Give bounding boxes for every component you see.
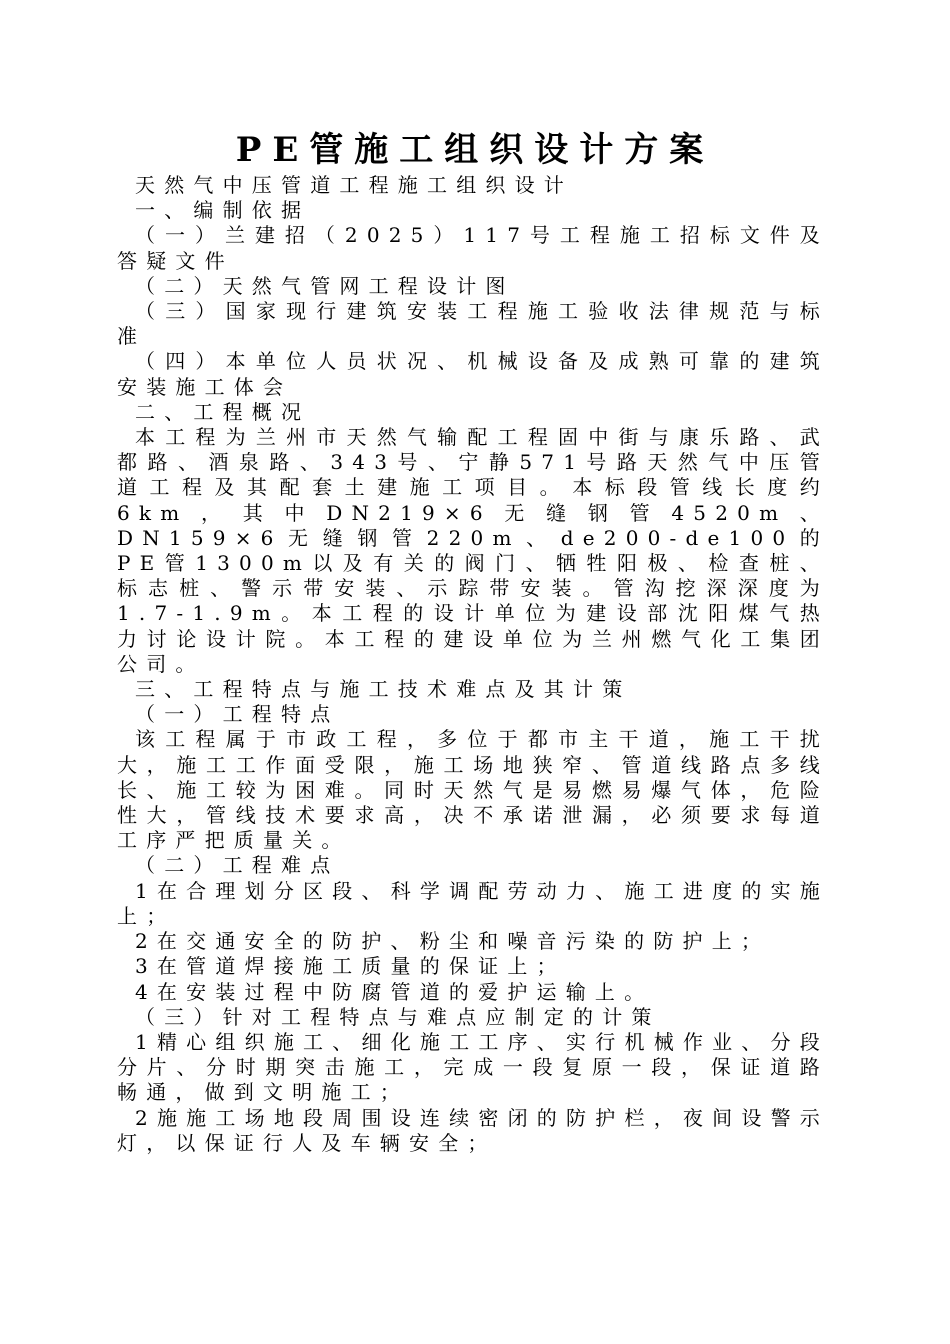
paragraph: 天然气中压管道工程施工组织设计 [135,173,573,197]
paragraph: （二）天然气管网工程设计图 [135,273,515,298]
paragraph: 1精心组织施工、细化施工工序、实行机械作业、分段分片、分时期突击施工，完成一段复原一段，保证道路畅通，做到文明施工； [117,1029,829,1105]
paragraph: 2在交通安全的防护、粉尘和噪音污染的防护上； [135,929,771,954]
paragraph: 本工程为兰州市天然气输配工程固中街与康乐路、武都路、酒泉路、343号、宁静571号路天然气中压管道工程及其配套土建施工项目。本标段管线长度约6km，其中DN219×6无缝钢管4520m、DN159×6无缝钢管220m、de200-de100的PE管1300m以及有关的阀门、牺牲阳极、检查桩、标志桩、警示带安装、示踪带安装。管沟挖深深度为1.7-1.9m。本工程的设计单位为建设部沈阳煤气热力讨论设计院。本工程的建设单位为兰州燃气化工集团公司。 [117,425,829,676]
paragraph: 2施施工场地段周围设连续密闭的防护栏，夜间设警示灯，以保证行人及车辆安全； [117,1105,829,1155]
paragraph: （一）工程特点 [135,702,340,727]
paragraph: 1在合理划分区段、科学调配劳动力、施工进度的实施上； [117,878,829,928]
paragraph: （二）工程难点 [135,853,340,878]
paragraph: 三、工程特点与施工技术难点及其计策 [135,677,632,702]
paragraph: 二、工程概况 [135,399,311,424]
paragraph: 一、编制依据 [135,198,311,223]
document-title: PE管施工组织设计方案 [235,130,715,170]
paragraph: 4在安装过程中防腐管道的爱护运输上。 [135,979,654,1004]
paragraph: （三）国家现行建筑安装工程施工验收法律规范与标准 [117,299,829,349]
paragraph: 该工程属于市政工程，多位于都市主干道，施工干扰大，施工工作面受限，施工场地狭窄、管道线路点多线长、施工较为困难。同时天然气是易燃易爆气体，危险性大，管线技术要求高，决不承诺泄漏，必须要求每道工序严把质量关。 [117,727,829,853]
paragraph: （一）兰建招（2025）117号工程施工招标文件及答疑文件 [117,223,829,273]
paragraph: （三）针对工程特点与难点应制定的计策 [135,1004,661,1029]
paragraph: （四）本单位人员状况、机械设备及成熟可靠的建筑安装施工体会 [117,349,829,399]
document-body [117,173,829,1156]
paragraph: 3在管道焊接施工质量的保证上； [135,954,566,979]
